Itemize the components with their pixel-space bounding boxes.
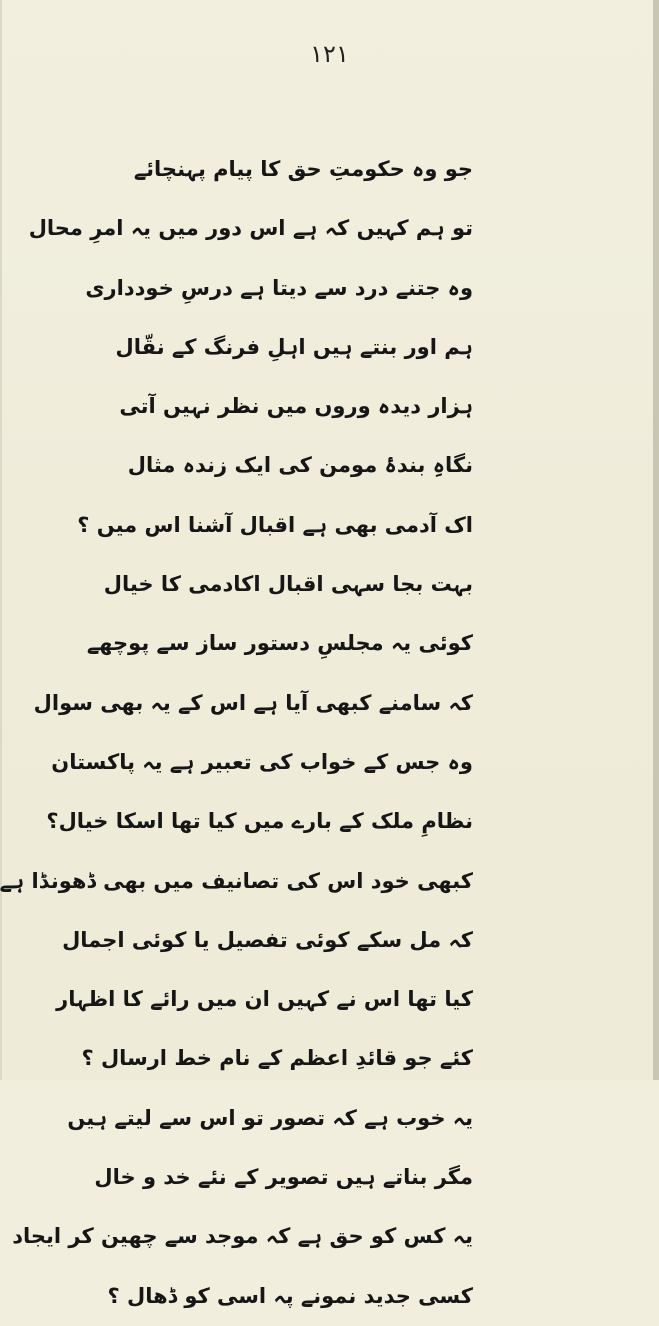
verse-line: نگاہِ بندۂ مومن کی ایک زندہ مثال <box>127 453 473 478</box>
verse-line: کہ مل سکے کوئی تفصیل یا کوئی اجمال <box>62 927 473 952</box>
verse-line: یہ کس کو حق ہے کہ موجد سے چھین کر ایجاد <box>12 1224 473 1249</box>
verse-line: کئے جو قائدِ اعظم کے نام خط ارسال ؟ <box>81 1046 473 1071</box>
poem-verses <box>0 140 473 1326</box>
verse-line: وہ جتنے درد سے دیتا ہے درسِ خودداری <box>85 275 473 300</box>
verse-line: کیا تھا اس نے کہیں ان میں رائے کا اظہار <box>56 987 473 1012</box>
verse-line: ہزار دیدہ وروں میں نظر نہیں آتی <box>119 394 473 419</box>
verse-line: نظامِ ملک کے بارے میں کیا تھا اسکا خیال؟ <box>46 809 473 834</box>
verse-line: وہ جس کے خواب کی تعبیر ہے یہ پاکستان <box>51 749 473 774</box>
verse-line: کبھی خود اس کی تصانیف میں بھی ڈھونڈا ہے <box>0 868 473 893</box>
verse-line: جو وہ حکومتِ حق کا پیام پہنچائے <box>133 157 473 181</box>
page-right-edge <box>653 0 659 1080</box>
verse-line: ہم اور بنتے ہیں اہلِ فرنگ کے نقّال <box>115 334 473 359</box>
verse-line: اک آدمی بھی ہے اقبال آشنا اس میں ؟ <box>77 512 473 537</box>
verse-line: کسی جدید نمونے پہ اسی کو ڈھال ؟ <box>107 1283 473 1308</box>
verse-line: یہ خوب ہے کہ تصور تو اس سے لیتے ہیں <box>67 1105 473 1130</box>
page-left-edge <box>0 0 2 1080</box>
verse-line: تو ہم کہیں کہ ہے اس دور میں یہ امرِ محال <box>28 216 473 241</box>
verse-line: مگر بناتے ہیں تصویر کے نئے خد و خال <box>94 1165 473 1190</box>
verse-line: بہت بجا سہی اقبال اکادمی کا خیال <box>103 572 473 597</box>
page-number: ۱۲۱ <box>310 40 349 68</box>
verse-line: کہ سامنے کبھی آیا ہے اس کے یہ بھی سوال <box>33 690 473 715</box>
verse-line: کوئی یہ مجلسِ دستور ساز سے پوچھے <box>86 631 473 656</box>
